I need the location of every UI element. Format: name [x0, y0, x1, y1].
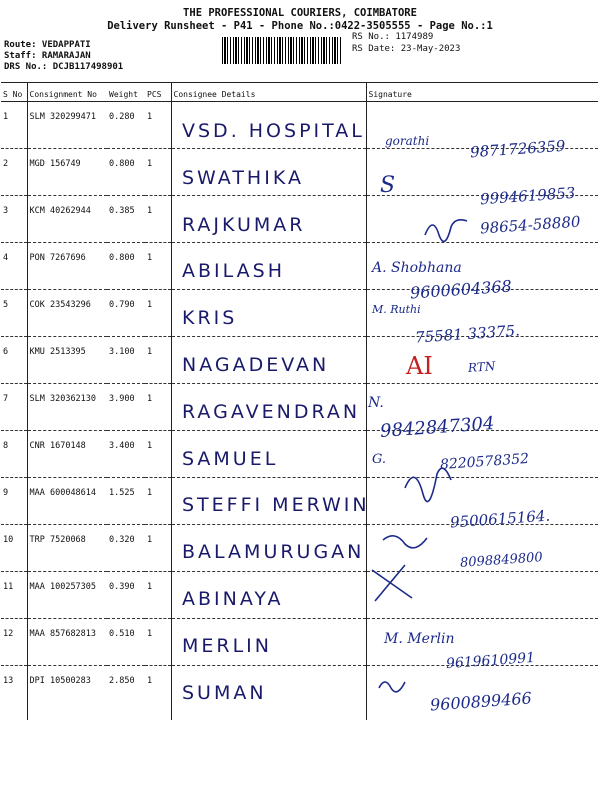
- contact-phone-handwritten: 98654-58880: [479, 212, 582, 238]
- row-consignment-no: TRP 7520068: [27, 525, 107, 572]
- col-sno-header: S No: [1, 83, 27, 102]
- row-pcs: 1: [145, 619, 171, 666]
- consignee-name-handwritten: RAGAVENDRAN: [182, 400, 361, 423]
- row-weight: 3.100: [107, 337, 145, 384]
- signature-mark: AI: [406, 352, 433, 380]
- row-pcs: 1: [145, 196, 171, 243]
- rs-date: RS Date: 23-May-2023: [352, 44, 461, 54]
- row-weight: 2.850: [109, 676, 135, 686]
- row-sno: 1: [1, 102, 27, 149]
- row-pcs: 1: [147, 676, 153, 686]
- consignee-name-handwritten: SUMAN: [182, 681, 267, 704]
- consignee-name-handwritten: VSD. HOSPITAL: [182, 120, 365, 142]
- row-consignment-no: MAA 857682813: [27, 619, 107, 666]
- signature-mark: M. Ruthi: [372, 303, 421, 317]
- row-consignment-no: PON 7267696: [27, 243, 107, 290]
- row-weight: 3.900: [107, 384, 145, 431]
- consignee-name-handwritten: BALAMURUGAN: [182, 541, 365, 564]
- signature-mark: S: [380, 172, 396, 198]
- row-consignment-no: COK 23543296: [27, 290, 107, 337]
- row-consignment-no: DPI 10500283: [27, 666, 107, 721]
- contact-phone-handwritten: 9994619853: [479, 183, 576, 209]
- row-sno: 8: [1, 431, 27, 478]
- row-pcs: 1: [145, 525, 171, 572]
- col-consignment-header: Consignment No: [27, 83, 107, 102]
- consignee-name-handwritten: KRIS: [182, 307, 238, 330]
- contact-phone-handwritten: 75581 33375.: [414, 321, 521, 347]
- route-label: Route: VEDAPPATI: [4, 40, 91, 50]
- consignee-name-handwritten: SWATHIKA: [182, 166, 304, 189]
- row-sno: 3: [1, 196, 27, 243]
- row-consignment-no: SLM 320299471: [27, 102, 107, 149]
- row-sno: 11: [1, 572, 27, 619]
- row-pcs: 1: [145, 102, 171, 149]
- row-weight: 0.800: [107, 243, 145, 290]
- row-weight: 0.790: [107, 290, 145, 337]
- row-consignment-no: MAA 100257305: [27, 572, 107, 619]
- contact-phone-handwritten: 9500615164.: [449, 506, 551, 532]
- contact-phone-handwritten: 8220578352: [439, 450, 530, 473]
- signature-mark: G.: [372, 451, 387, 467]
- row-weight: 3.400: [107, 431, 145, 478]
- row-pcs: 1: [145, 243, 171, 290]
- contact-phone-handwritten: 9600899466: [429, 688, 533, 715]
- rs-number: RS No.: 1174989: [352, 32, 434, 42]
- row-consignment-no: CNR 1670148: [27, 431, 107, 478]
- row-pcs: 1: [145, 384, 171, 431]
- drs-number: DRS No.: DCJB117498901: [4, 62, 124, 72]
- row-sno: 5: [1, 290, 27, 337]
- contact-phone-handwritten: RTN: [467, 359, 496, 375]
- consignee-name-handwritten: ABILASH: [182, 260, 286, 283]
- table-header-row: [1, 83, 598, 102]
- row-weight: 0.510: [107, 619, 145, 666]
- row-pcs: 1: [145, 337, 171, 384]
- col-weight-header: Weight: [107, 83, 145, 102]
- row-sno: 10: [1, 525, 27, 572]
- row-sno: 6: [1, 337, 27, 384]
- barcode: [222, 37, 342, 64]
- consignee-name-handwritten: MERLIN: [182, 634, 273, 657]
- row-consignment-no: KCM 40262944: [27, 196, 107, 243]
- row-consignment-no: KMU 2513395: [27, 337, 107, 384]
- col-pcs-header: PCS: [145, 83, 171, 102]
- contact-phone-handwritten: 9842847304: [379, 412, 496, 442]
- col-consignee-header: Consignee Details: [171, 83, 366, 102]
- consignee-name-handwritten: NAGADEVAN: [182, 354, 330, 376]
- consignee-name-handwritten: SAMUEL: [182, 447, 279, 470]
- company-title: THE PROFESSIONAL COURIERS, COIMBATORE: [183, 7, 417, 19]
- row-consignment-no: MAA 600048614: [27, 478, 107, 525]
- row-sno: 12: [1, 619, 27, 666]
- contact-phone-handwritten: 9619610991: [445, 649, 536, 672]
- contact-phone-handwritten: 9600604368: [409, 276, 513, 303]
- row-pcs: 1: [145, 478, 171, 525]
- consignee-name-handwritten: STEFFI MERWIN: [182, 494, 370, 517]
- row-pcs: 1: [145, 431, 171, 478]
- staff-label: Staff: RAMARAJAN: [4, 51, 91, 61]
- col-signature-header: Signature: [366, 83, 598, 102]
- row-weight: 0.800: [107, 149, 145, 196]
- signature-mark: N.: [368, 394, 384, 411]
- row-consignment-no: MGD 156749: [27, 149, 107, 196]
- runsheet-subtitle: Delivery Runsheet - P41 - Phone No.:0422-3505555 - Page No.:1: [107, 20, 493, 32]
- row-signature-cell: [366, 572, 598, 619]
- signature-mark: A. Shobhana: [372, 260, 462, 277]
- row-sno: 4: [1, 243, 27, 290]
- contact-phone-handwritten: 8098849800: [459, 550, 544, 572]
- table-row: [1, 572, 598, 619]
- row-pcs: 1: [145, 290, 171, 337]
- signature-mark: M. Merlin: [384, 630, 455, 647]
- row-weight: 1.525: [107, 478, 145, 525]
- row-weight: 0.390: [107, 572, 145, 619]
- row-weight: 0.280: [107, 102, 145, 149]
- row-sno: 13: [3, 676, 14, 686]
- row-weight: 0.385: [107, 196, 145, 243]
- row-sno: 9: [1, 478, 27, 525]
- row-sno: 7: [1, 384, 27, 431]
- contact-phone-handwritten: 9871726359: [469, 136, 566, 162]
- row-pcs: 1: [145, 149, 171, 196]
- signature-mark: gorathi: [385, 134, 430, 148]
- row-sno: 2: [1, 149, 27, 196]
- row-weight: 0.320: [107, 525, 145, 572]
- row-pcs: 1: [145, 572, 171, 619]
- consignee-name-handwritten: ABINAYA: [182, 588, 284, 610]
- consignee-name-handwritten: RAJKUMAR: [182, 213, 306, 236]
- row-consignment-no: SLM 320362130: [27, 384, 107, 431]
